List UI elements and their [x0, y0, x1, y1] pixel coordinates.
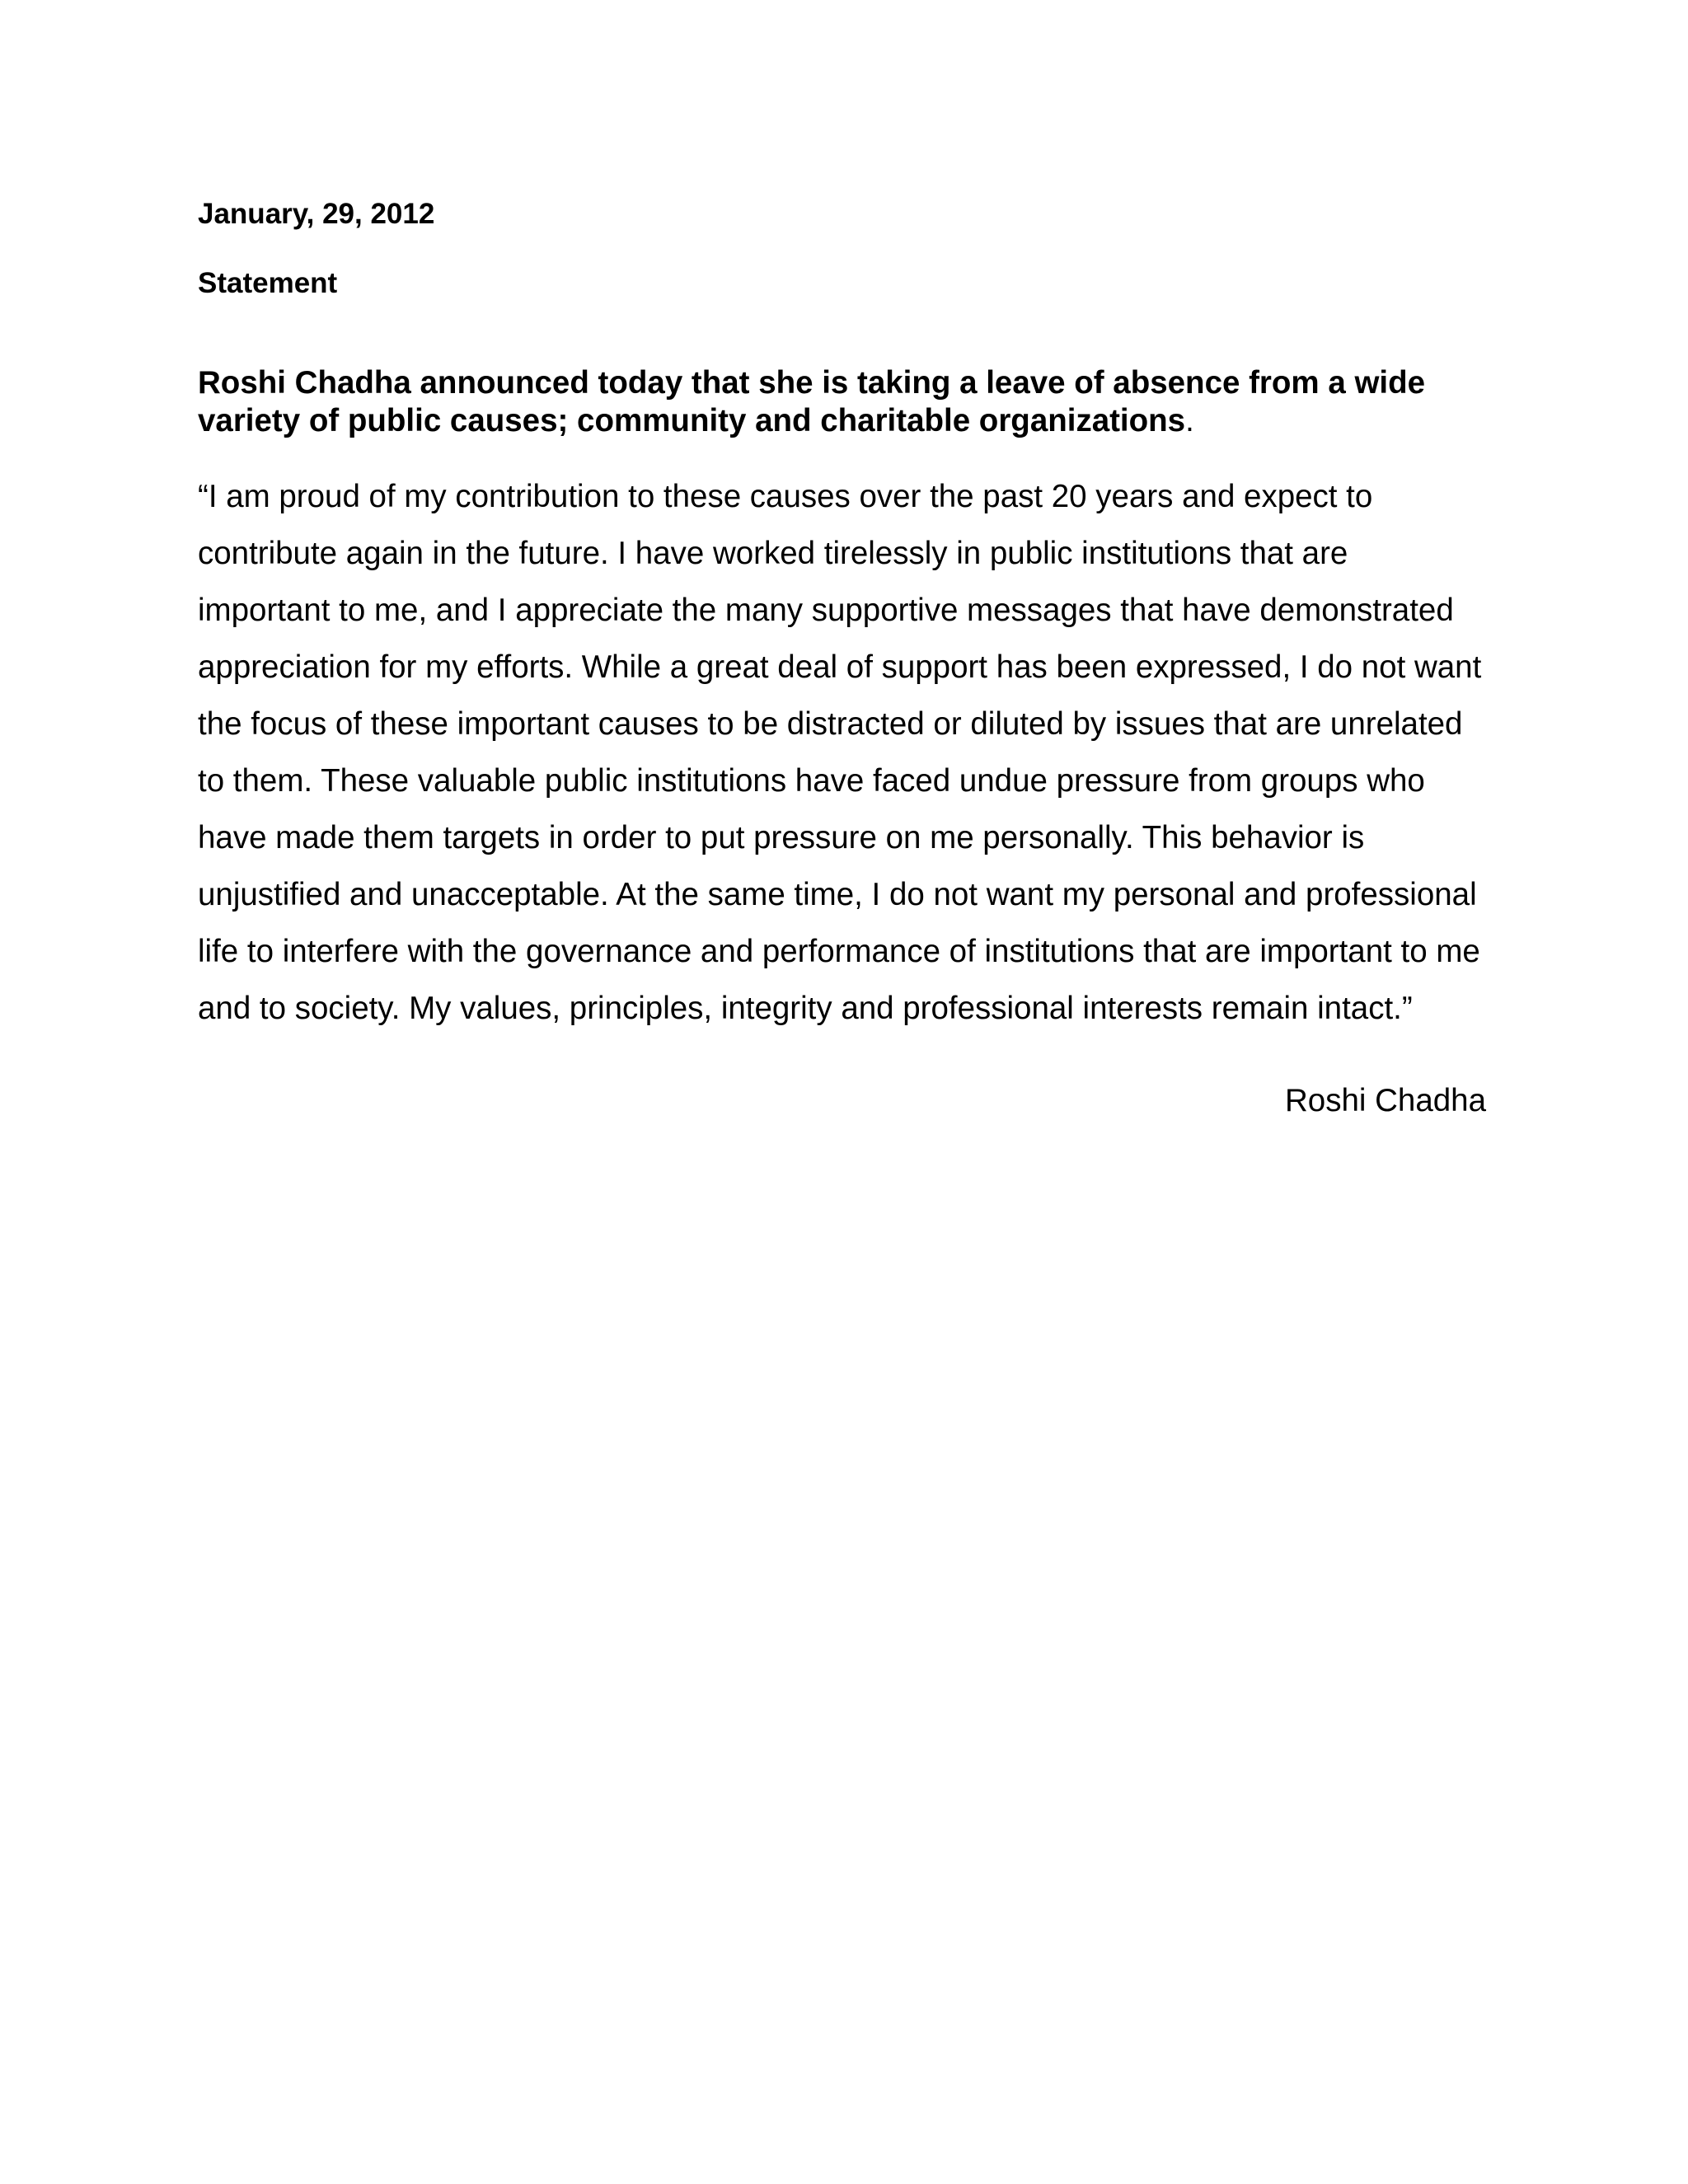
headline-end-punctuation: . [1185, 403, 1194, 438]
headline [198, 364, 1484, 440]
document-date: January, 29, 2012 [198, 198, 435, 230]
headline-bold-text: Roshi Chadha announced today that she is taking a leave of absence from a wide variety of public causes; community and charitable organizations [198, 365, 1426, 438]
signature: Roshi Chadha [1285, 1083, 1486, 1118]
document-title: Statement [198, 267, 338, 299]
document-content [198, 194, 1484, 1121]
statement-quote: “I am proud of my contribution to these causes over the past 20 years and expect to contribute again in the future. I have worked tirelessly in public institutions that are important to me, and I appreciate the many supportive messages that have demonstrated appreciation for my efforts. While a great deal of support has been expressed, I do not want the focus of these important causes to be distracted or diluted by issues that are unrelated to them. These valuable public institutions have faced undue pressure from groups who have made them targets in order to put pressure on me personally. This behavior is unjustified and unacceptable. At the same time, I do not want my personal and professional life to interfere with the governance and performance of institutions that are important to me and to society. My values, principles, integrity and professional interests remain intact.” [198, 479, 1482, 1026]
